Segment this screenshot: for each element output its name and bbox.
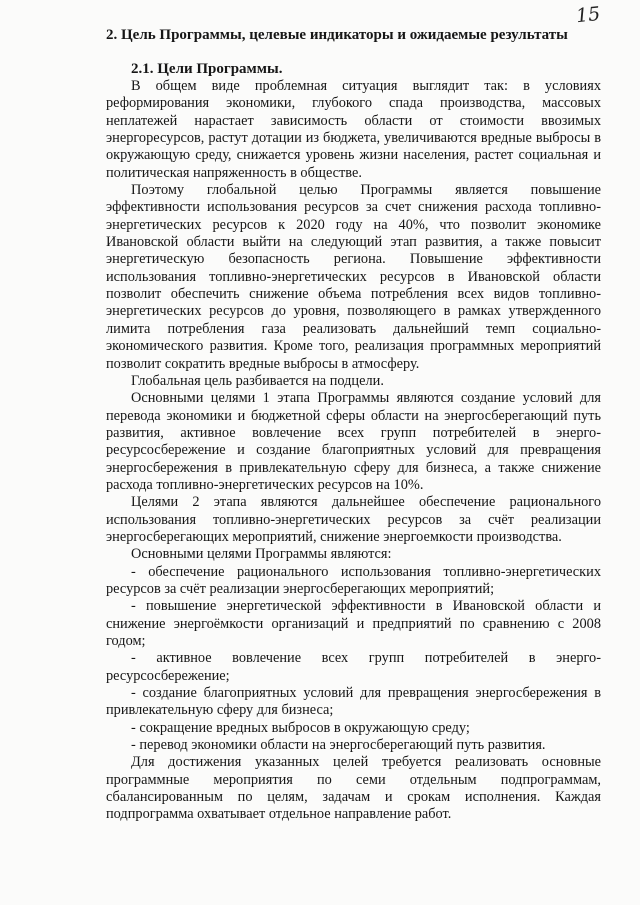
paragraph-goals-intro: Основными целями Программы являются: [131, 546, 392, 563]
paragraph-problem: В общем виде проблемная ситуация выглядит так: в условиях реформирования экономики, глубокого спада производства, массовых неплатежей нарастает зависимость области от стоимости ввозимых энергоресурсов, растут дотации из бюджета, увеличиваются вредные выбросы в окружающую среду, снижается уровень жизни населения, растет социальная и политическая напряженность в обществе. [106, 78, 601, 181]
section-title: 2. Цель Программы, целевые индикаторы и ожидаемые результаты [106, 27, 568, 43]
goal-item: - повышение энергетической эффективности в Ивановской области и снижение энергоёмкости организаций и предприятий по сравнению с 2008 годом; [106, 598, 601, 649]
paragraph-subgoals: Глобальная цель разбивается на подцели. [131, 372, 384, 389]
paragraph-global-goal: Поэтому глобальной целью Программы является повышение эффективности использования ресурсов за счет снижения расхода топливно-энергетических ресурсов к 2020 году на 40%, что позволит экономике Ивановской области выйти на следующий этап развития, а также повысит энергетическую безопасность региона. Повышение эффективности использования топливно-энергетических ресурсов в Ивановской области позволит обеспечить снижение объема потребления всех видов топливно-энергетических ресурсов до уровня, позволяющего в рамках утвержденного лимита потребления газа реализовать дальнейший темп социально-экономического развития. Кроме того, реализация программных мероприятий позволит сократить вредные выбросы в атмосферу. [106, 182, 601, 372]
paragraph-closing: Для достижения указанных целей требуется реализовать основные программные мероприятия по семи отдельным подпрограммам, сбалансированным по целям, задачам и срокам исполнения. Каждая подпрограмма охватывает отдельное направление работ. [106, 754, 601, 823]
goal-item: - создание благоприятных условий для превращения энергосбережения в привлекательную сферу для бизнеса; [106, 685, 601, 719]
goal-item: - активное вовлечение всех групп потребителей в энерго-ресурсосбережение; [106, 650, 601, 684]
document-body [106, 26, 601, 824]
paragraph-stage-1: Основными целями 1 этапа Программы являются создание условий для перевода экономики и бюджетной сферы области на энергосберегающий путь развития, активное вовлечение всех групп потребителей в энерго-ресурсосбережение и создание благоприятных условий для превращения энергосбережения в привлекательную сферу для бизнеса, а также снижение расхода топливно-энергетических ресурсов на 10%. [106, 390, 601, 493]
handwritten-page-number: 15 [574, 2, 602, 28]
goal-item: - сокращение вредных выбросов в окружающую среду; [131, 719, 470, 736]
goal-item: - перевод экономики области на энергосберегающий путь развития. [131, 737, 546, 754]
goals-list [106, 564, 601, 755]
paragraph-stage-2: Целями 2 этапа являются дальнейшее обеспечение рационального использования топливно-энергетических ресурсов за счёт реализации энергосберегающих мероприятий, снижение энергоемкости производства. [106, 494, 601, 545]
subsection-title: 2.1. Цели Программы. [131, 61, 283, 77]
goal-item: - обеспечение рационального использования топливно-энергетических ресурсов за счёт реализации энергосберегающих мероприятий; [106, 563, 601, 597]
